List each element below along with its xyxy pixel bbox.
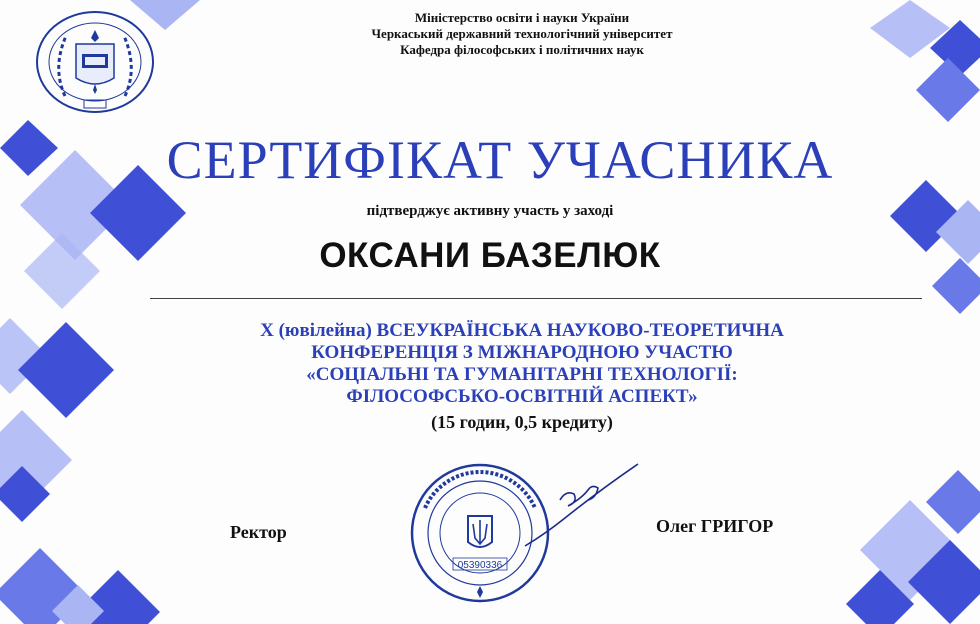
ministry-text: Міністерство освіти і науки України <box>414 10 630 25</box>
participant-name: ОКСАНИ БАЗЕЛЮК <box>319 236 661 275</box>
university-name: Черкаський державний технологічний університет <box>371 26 673 41</box>
conference-line-2: КОНФЕРЕНЦІЯ З МІЖНАРОДНОЮ УЧАСТЮ <box>311 342 733 363</box>
conference-hours: (15 годин, 0,5 кредиту) <box>431 412 613 432</box>
stamp-code: 05390336 <box>457 560 503 571</box>
rector-label: Ректор <box>230 522 287 542</box>
conference-line-3: «СОЦІАЛЬНІ ТА ГУМАНІТАРНІ ТЕХНОЛОГІЇ: <box>306 364 738 385</box>
certificate-subtitle: підтверджує активну участь у заході <box>366 203 614 219</box>
decor-diamond <box>916 58 980 122</box>
handwritten-signature <box>470 460 640 550</box>
rector-name: Олег ГРИГОР <box>656 516 774 536</box>
conference-line-4: ФІЛОСОФСЬКО-ОСВІТНІЙ АСПЕКТ» <box>346 386 698 407</box>
conference-line-1: X (ювілейна) ВСЕУКРАЇНСЬКА НАУКОВО-ТЕОРЕТИЧНА <box>260 320 784 341</box>
department-name: Кафедра філософських і політичних наук <box>400 42 644 57</box>
divider-line <box>150 298 922 299</box>
certificate-title: СЕРТИФІКАТ УЧАСНИКА <box>166 130 834 190</box>
